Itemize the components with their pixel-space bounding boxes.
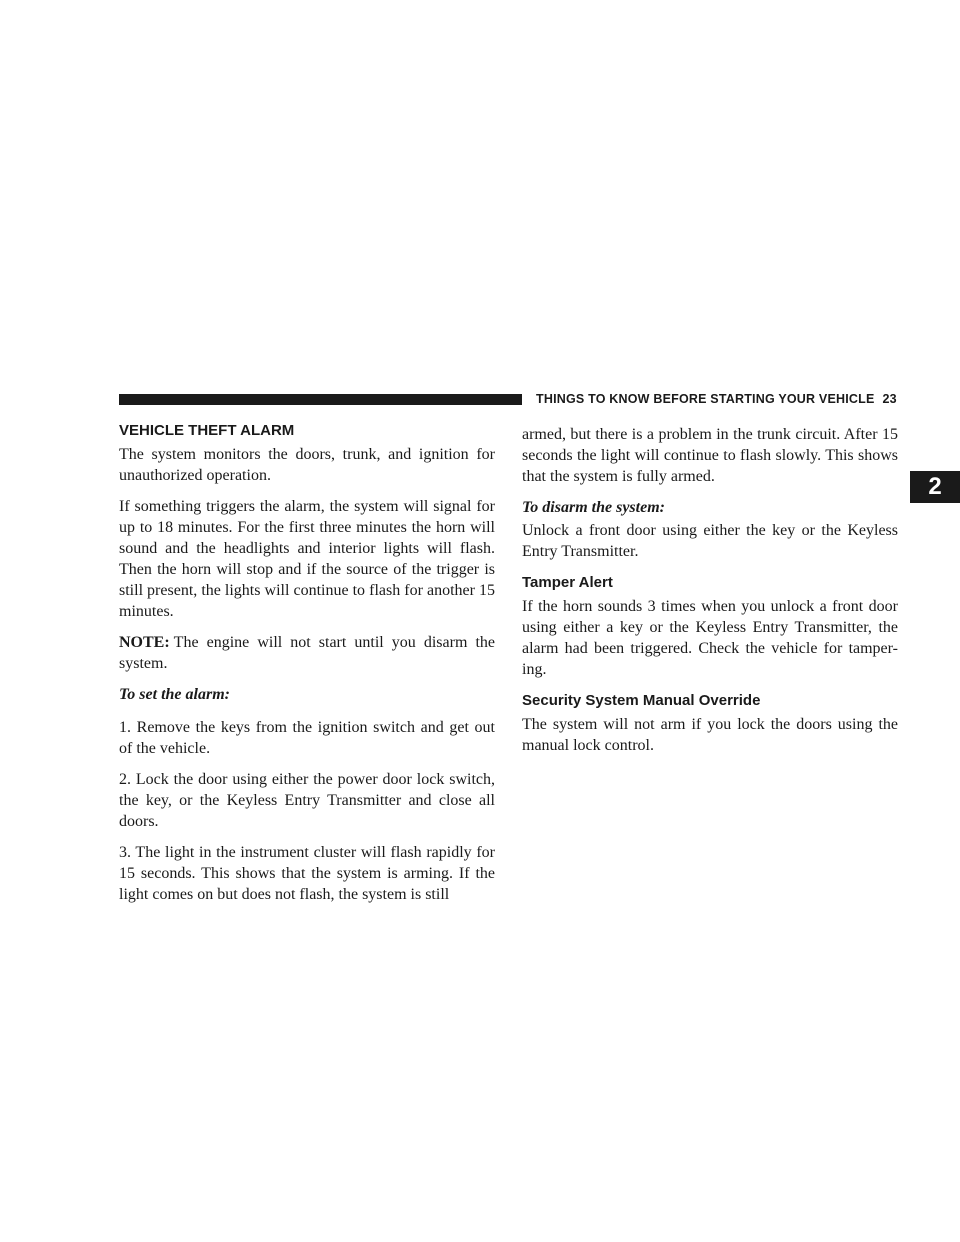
disarm-paragraph: Unlock a front door using either the key or the Keyless Entry Transmitter. bbox=[522, 522, 898, 560]
intro-paragraph: The system monitors the doors, trunk, and ignition for unauthorized operation. bbox=[119, 446, 495, 484]
set-alarm-heading: To set the alarm: bbox=[119, 686, 230, 703]
tamper-alert-heading: Tamper Alert bbox=[522, 574, 613, 591]
note-label: NOTE: bbox=[119, 634, 170, 651]
note-paragraph bbox=[119, 632, 495, 674]
step-2: 2. Lock the door using either the power door lock switch, the key, or the Keyless Entry Transmitter and close all doors. bbox=[119, 771, 495, 830]
left-column bbox=[119, 420, 495, 915]
right-column bbox=[522, 424, 898, 766]
running-header bbox=[536, 392, 897, 406]
header-title: THINGS TO KNOW BEFORE STARTING YOUR VEHICLE bbox=[536, 392, 875, 406]
trigger-paragraph: If something triggers the alarm, the system will signal for up to 18 minutes. For the first three minutes the horn will sound and the headlights and interior lights will flash. Then the horn will stop and if the source of the trigger is still present, the lights will continue to flash for another 15 minutes. bbox=[119, 498, 495, 620]
header-rule bbox=[119, 394, 522, 405]
section-heading: VEHICLE THEFT ALARM bbox=[119, 422, 295, 439]
step-3: 3. The light in the instrument cluster will flash rapidly for 15 seconds. This shows that the system is arming. If the light comes on but does not flash, the system is still bbox=[119, 844, 495, 903]
disarm-heading: To disarm the system: bbox=[522, 499, 665, 516]
continued-paragraph: armed, but there is a problem in the trunk circuit. After 15 seconds the light will continue to flash slowly. This shows that the system is fully armed. bbox=[522, 426, 898, 485]
note-text: The engine will not start until you disarm the system. bbox=[119, 634, 495, 672]
step-1: 1. Remove the keys from the ignition switch and get out of the vehicle. bbox=[119, 719, 495, 757]
page-number: 23 bbox=[882, 392, 897, 406]
manual-override-paragraph: The system will not arm if you lock the doors using the manual lock control. bbox=[522, 716, 898, 754]
manual-override-heading: Security System Manual Override bbox=[522, 692, 761, 709]
section-tab: 2 bbox=[910, 471, 960, 503]
tamper-alert-paragraph: If the horn sounds 3 times when you unlock a front door using either a key or the Keyless Entry Transmitter, the alarm had been triggered. Check the vehicle for tamper-ing. bbox=[522, 598, 898, 678]
